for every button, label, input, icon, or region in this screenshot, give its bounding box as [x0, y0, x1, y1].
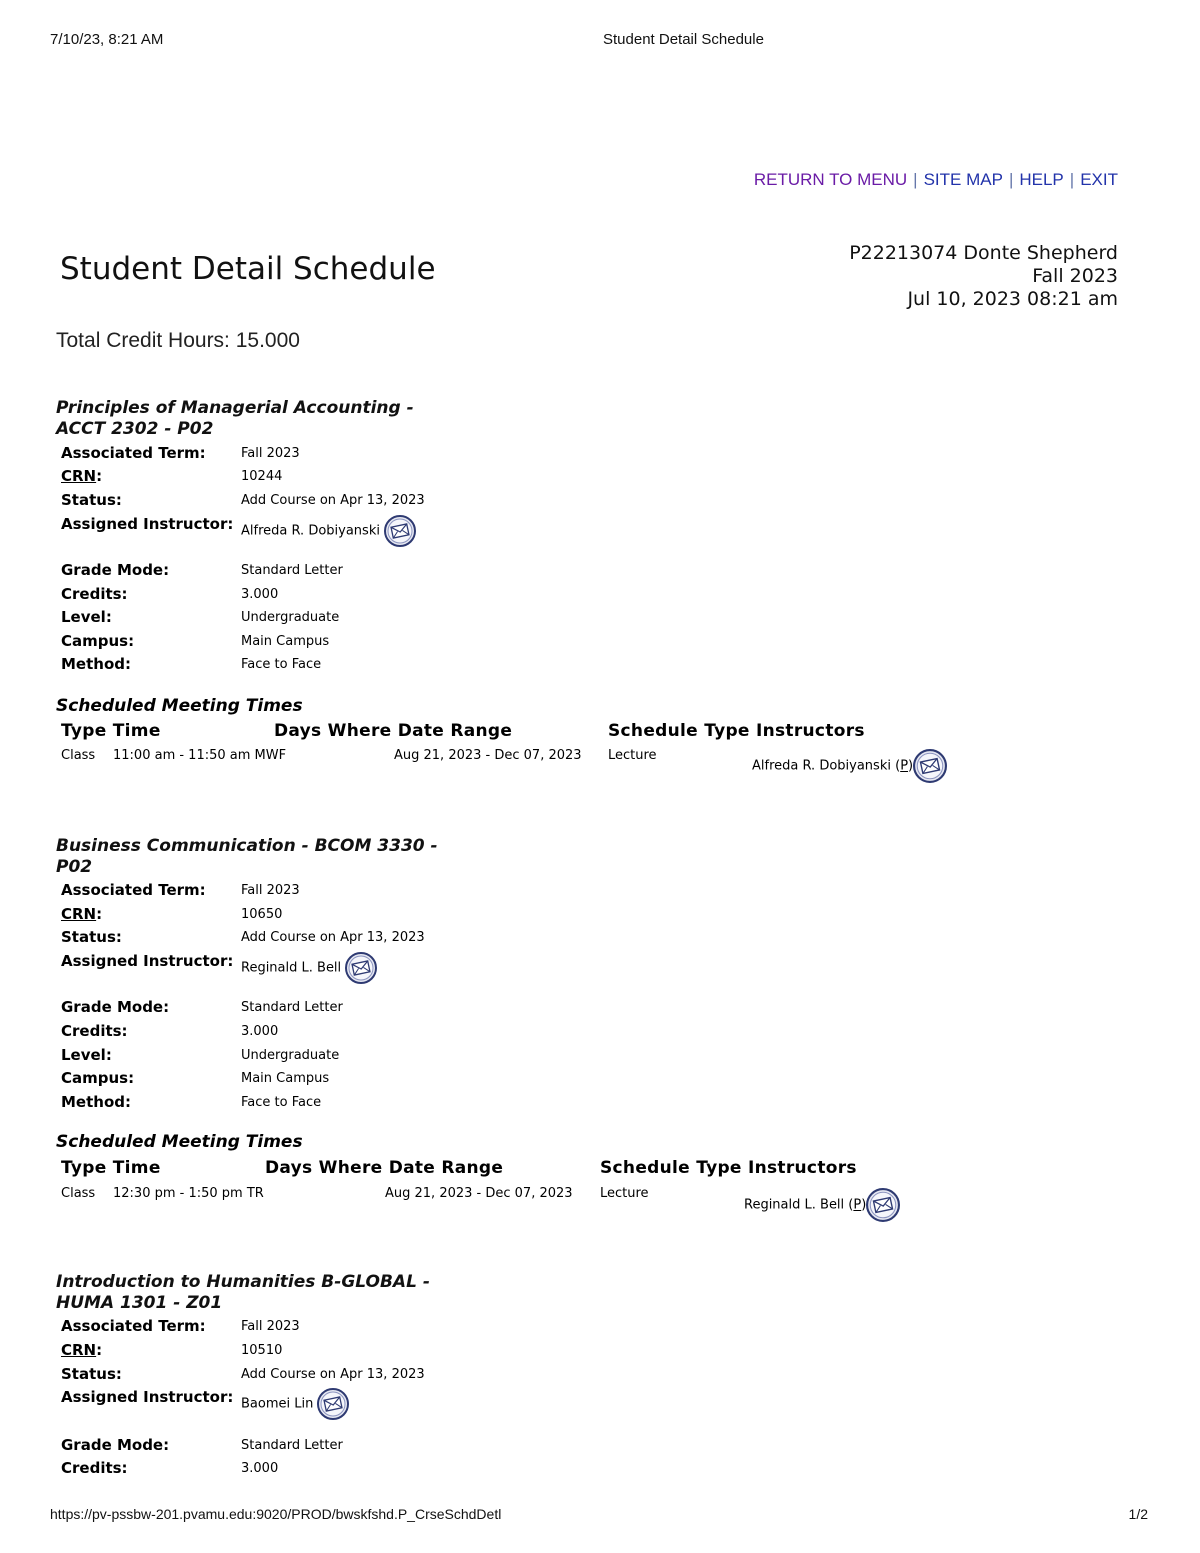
- meeting-type: Class: [61, 748, 96, 763]
- email-envelope-icon[interactable]: [866, 1188, 900, 1222]
- method-label: Method:: [61, 1093, 131, 1111]
- print-datetime: 7/10/23, 8:21 AM: [50, 31, 164, 48]
- crn-label: [61, 1341, 102, 1359]
- status-value: Add Course on Apr 13, 2023: [241, 493, 425, 508]
- credits-label: Credits:: [61, 1459, 128, 1477]
- assigned-instructor-value: [241, 515, 416, 547]
- credits-value: 3.000: [241, 587, 279, 602]
- primary-paren-close: ): [908, 758, 914, 774]
- col-type-time: Type Time: [61, 721, 161, 741]
- instructor-name: Baomei Lin: [241, 1396, 314, 1412]
- meeting-date-range: Aug 21, 2023 - Dec 07, 2023: [385, 1186, 573, 1201]
- grade-mode-label: Grade Mode:: [61, 998, 170, 1016]
- crn-abbr: CRN: [61, 905, 97, 923]
- method-label: Method:: [61, 655, 131, 673]
- level-label: Level:: [61, 608, 112, 626]
- campus-label: Campus:: [61, 1069, 135, 1087]
- level-label: Level:: [61, 1046, 112, 1064]
- meeting-time-days: 12:30 pm - 1:50 pm TR: [113, 1186, 264, 1201]
- meeting-time-days: 11:00 am - 11:50 am MWF: [113, 748, 287, 763]
- status-label: Status:: [61, 928, 122, 946]
- campus-label: Campus:: [61, 632, 135, 650]
- meeting-type: Class: [61, 1186, 96, 1201]
- primary-paren-close: ): [861, 1197, 867, 1213]
- student-info: [849, 242, 1118, 311]
- page-title: Student Detail Schedule: [60, 251, 436, 287]
- level-value: Undergraduate: [241, 610, 340, 625]
- return-to-menu-link[interactable]: RETURN TO MENU: [753, 170, 908, 189]
- assigned-instructor-value: [241, 1388, 349, 1420]
- total-credit-hours: Total Credit Hours: 15.000: [56, 329, 300, 352]
- print-footer-url: https://pv-pssbw-201.pvamu.edu:9020/PROD/bwskfshd.P_CrseSchdDetl: [50, 1506, 502, 1522]
- method-value: Face to Face: [241, 1095, 322, 1110]
- primary-instructor-marker[interactable]: P: [900, 758, 909, 774]
- status-value: Add Course on Apr 13, 2023: [241, 1367, 425, 1382]
- print-page-title: Student Detail Schedule: [603, 31, 764, 48]
- associated-term-value: Fall 2023: [241, 1319, 300, 1334]
- crn-value: 10650: [241, 907, 283, 922]
- student-term: Fall 2023: [1032, 265, 1118, 287]
- scheduled-meeting-times-heading: Scheduled Meeting Times: [56, 696, 303, 716]
- grade-mode-value: Standard Letter: [241, 563, 343, 578]
- status-label: Status:: [61, 491, 122, 509]
- site-map-link[interactable]: SITE MAP: [923, 170, 1003, 189]
- grade-mode-label: Grade Mode:: [61, 1436, 170, 1454]
- assigned-instructor-label: Assigned Instructor:: [61, 515, 234, 533]
- email-envelope-icon[interactable]: [317, 1388, 349, 1420]
- email-envelope-icon[interactable]: [384, 515, 416, 547]
- scheduled-meeting-times-heading: Scheduled Meeting Times: [56, 1132, 303, 1152]
- method-value: Face to Face: [241, 657, 322, 672]
- credits-label: Credits:: [61, 1022, 128, 1040]
- course-block: [0, 836, 1200, 1236]
- grade-mode-label: Grade Mode:: [61, 561, 170, 579]
- credits-label: Credits:: [61, 585, 128, 603]
- meeting-instructor-name: Alfreda R. Dobiyanski: [752, 758, 891, 774]
- help-link[interactable]: HELP: [1019, 170, 1064, 189]
- col-type-time: Type Time: [61, 1158, 161, 1178]
- student-id-name: P22213074 Donte Shepherd: [849, 242, 1118, 264]
- associated-term-label: Associated Term:: [61, 1317, 206, 1335]
- instructor-name: Alfreda R. Dobiyanski: [241, 523, 380, 539]
- course-title: Business Communication - BCOM 3330 - P02: [56, 836, 438, 877]
- campus-value: Main Campus: [241, 634, 330, 649]
- course-block: [0, 1272, 1200, 1482]
- meeting-date-range: Aug 21, 2023 - Dec 07, 2023: [394, 748, 582, 763]
- grade-mode-value: Standard Letter: [241, 1438, 343, 1453]
- crn-abbr: CRN: [61, 467, 97, 485]
- crn-label: [61, 467, 102, 485]
- level-value: Undergraduate: [241, 1048, 340, 1063]
- status-label: Status:: [61, 1365, 122, 1383]
- credits-value: 3.000: [241, 1461, 279, 1476]
- meeting-instructor: [752, 749, 947, 783]
- crn-abbr: CRN: [61, 1341, 97, 1359]
- associated-term-value: Fall 2023: [241, 446, 300, 461]
- status-value: Add Course on Apr 13, 2023: [241, 930, 425, 945]
- grade-mode-value: Standard Letter: [241, 1000, 343, 1015]
- crn-value: 10244: [241, 469, 283, 484]
- nav-separator: |: [1008, 170, 1014, 189]
- primary-paren-open: (: [890, 758, 901, 774]
- crn-value: 10510: [241, 1343, 283, 1358]
- crn-colon: :: [96, 905, 103, 923]
- campus-value: Main Campus: [241, 1071, 330, 1086]
- email-envelope-icon[interactable]: [345, 952, 377, 984]
- meeting-schedule-type: Lecture: [600, 1186, 649, 1201]
- course-title: Principles of Managerial Accounting - ACCT 2302 - P02: [56, 398, 414, 439]
- meeting-instructor: [744, 1188, 900, 1222]
- page-timestamp: Jul 10, 2023 08:21 am: [907, 288, 1118, 310]
- email-envelope-icon[interactable]: [913, 749, 947, 783]
- print-page-number: 1/2: [1128, 1506, 1148, 1522]
- col-days-where-date-range: Days Where Date Range: [265, 1158, 504, 1178]
- primary-instructor-marker[interactable]: P: [853, 1197, 862, 1213]
- meeting-schedule-type: Lecture: [608, 748, 657, 763]
- associated-term-label: Associated Term:: [61, 881, 206, 899]
- associated-term-value: Fall 2023: [241, 883, 300, 898]
- course-block: [0, 398, 1200, 798]
- nav-separator: |: [913, 170, 918, 189]
- crn-colon: :: [96, 1341, 103, 1359]
- nav-separator: |: [1069, 170, 1075, 189]
- assigned-instructor-value: [241, 952, 377, 984]
- assigned-instructor-label: Assigned Instructor:: [61, 1388, 234, 1406]
- col-schedule-type-instructors: Schedule Type Instructors: [600, 1158, 857, 1178]
- associated-term-label: Associated Term:: [61, 444, 206, 462]
- col-days-where-date-range: Days Where Date Range: [274, 721, 513, 741]
- exit-link[interactable]: EXIT: [1080, 170, 1118, 189]
- instructor-name: Reginald L. Bell: [241, 960, 342, 976]
- crn-colon: :: [96, 467, 103, 485]
- top-nav: [754, 170, 1118, 190]
- col-schedule-type-instructors: Schedule Type Instructors: [608, 721, 865, 741]
- crn-label: [61, 905, 102, 923]
- course-title: Introduction to Humanities B-GLOBAL - HUMA 1301 - Z01: [56, 1272, 430, 1313]
- assigned-instructor-label: Assigned Instructor:: [61, 952, 234, 970]
- credits-value: 3.000: [241, 1024, 279, 1039]
- primary-paren-open: (: [844, 1197, 854, 1213]
- meeting-instructor-name: Reginald L. Bell: [744, 1197, 845, 1213]
